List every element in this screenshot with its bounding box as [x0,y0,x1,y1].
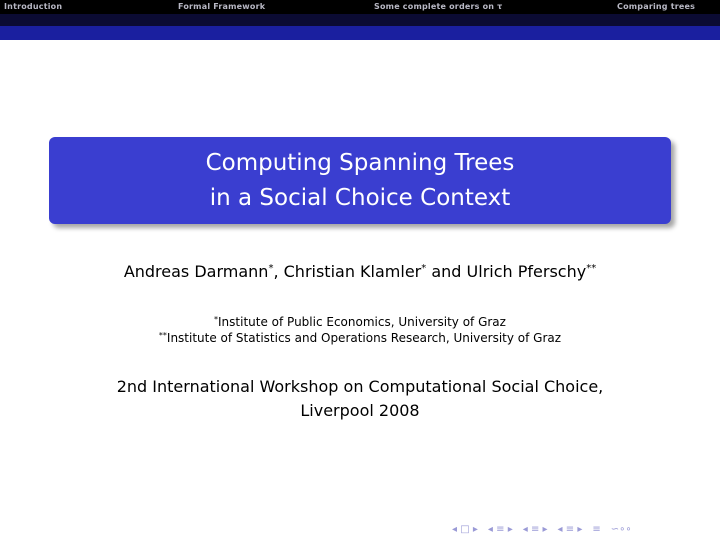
title-line-1: Computing Spanning Trees [205,149,515,176]
nav-next-section-icon[interactable]: ▸ [542,523,548,535]
affiliation-1 [0,315,720,329]
beamer-navigation-controls [452,522,632,536]
event-line-1: 2nd International Workshop on Computational Social Choice, [116,377,604,396]
affiliation-1-mark: * [214,315,219,324]
nav-subsection-icon[interactable]: ≡ [496,523,505,535]
author-darmann: Andreas Darmann [123,262,269,281]
nav-next-slide-icon[interactable]: ▸ [472,523,478,535]
nav-section-icon[interactable]: ≡ [530,523,540,535]
affiliation-2-text: Institute of Statistics and Operations Research, University of Graz [166,331,562,345]
header-strip [0,26,720,40]
title-block [49,137,671,224]
section-navbar [0,0,720,26]
nav-part-icon[interactable]: ≡ [565,523,575,535]
nav-section-formal-framework[interactable]: Formal Framework [178,2,266,11]
authors-separator-2: and [426,262,467,281]
author-pferschy-mark: ** [586,263,597,274]
affiliation-2 [0,331,720,345]
nav-section-introduction[interactable]: Introduction [4,2,63,11]
nav-section-comparing-trees[interactable]: Comparing trees [617,2,696,11]
nav-next-subsection-icon[interactable]: ▸ [507,523,513,535]
nav-section-complete-orders[interactable]: Some complete orders on τ [374,2,503,11]
nav-prev-section-icon[interactable]: ◂ [522,523,528,535]
event-line-2: Liverpool 2008 [300,401,420,420]
author-klamler: Christian Klamler [283,262,422,281]
authors-separator-1: , [273,262,284,281]
authors-line [0,262,720,281]
nav-search-icon[interactable]: ∽∘∘ [610,523,632,535]
nav-prev-subsection-icon[interactable]: ◂ [487,523,493,535]
title-line-2: in a Social Choice Context [209,184,511,211]
affiliation-2-mark: ** [158,331,167,340]
nav-prev-part-icon[interactable]: ◂ [557,523,563,535]
nav-next-part-icon[interactable]: ▸ [577,523,583,535]
navbar-band [0,14,720,26]
affiliation-1-text: Institute of Public Economics, University of Graz [218,315,506,329]
nav-frame-icon[interactable]: □ [460,523,470,535]
nav-align-icon[interactable]: ≡ [592,523,601,535]
nav-first-slide-icon[interactable]: ◂ [452,523,458,535]
author-klamler-mark: * [421,263,427,274]
author-darmann-mark: * [268,263,274,274]
author-pferschy: Ulrich Pferschy [466,262,587,281]
